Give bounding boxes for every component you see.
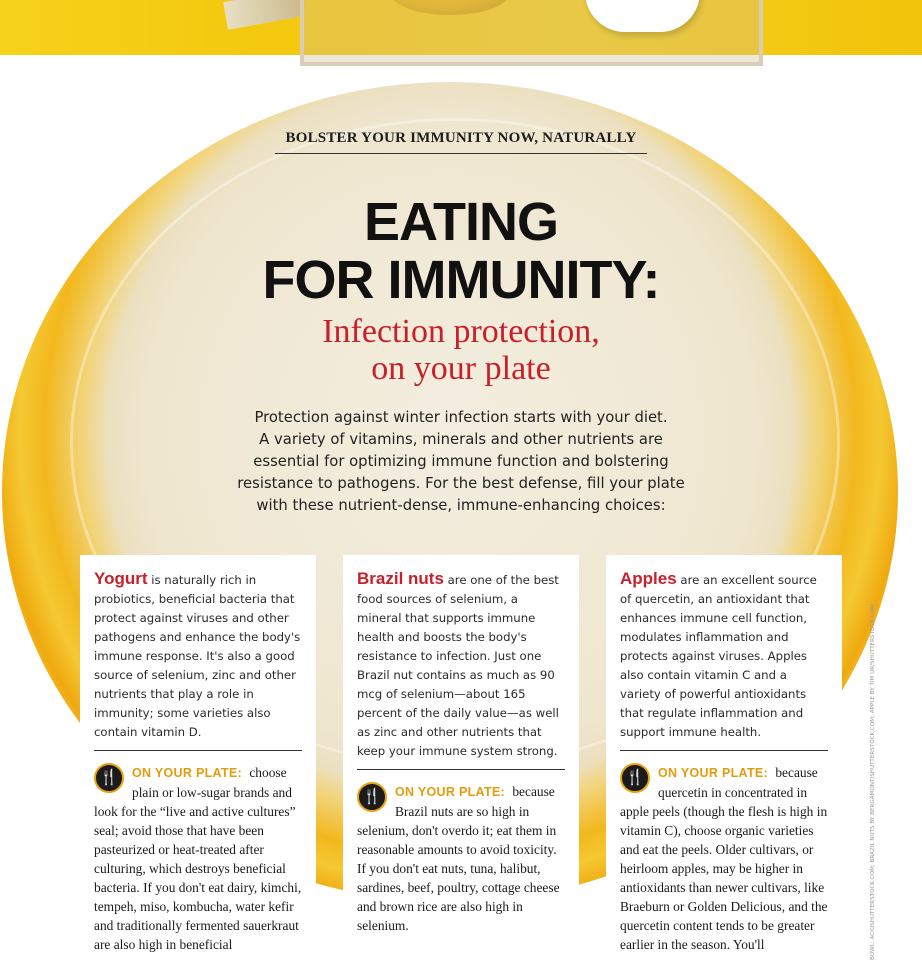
intro-line: resistance to pathogens. For the best defense, fill your plate: [237, 475, 685, 492]
top-photo-band: [0, 0, 922, 55]
fork-knife-plate-icon: 🍴: [94, 763, 124, 793]
intro-line: essential for optimizing immune function and bolstering: [253, 453, 669, 470]
plate-text: because quercetin in concentrated in apple peels (though the flesh is high in vitamin C), choose organic varieties and eat the peels. Older cultivars, or heirloom apples, may be higher in antioxidants than newer cultivars, like Braeburn or Golden Delicious, and the quercetin content tends to be greater earlier in the season. You'll: [620, 765, 828, 952]
subtitle-line-1: Infection protection,: [322, 313, 600, 350]
fork-knife-plate-icon: 🍴: [357, 782, 387, 812]
plate-label: ON YOUR PLATE:: [132, 766, 242, 780]
plate-text: because Brazil nuts are so high in selenium, don't overdo it; eat them in reasonable amounts to avoid toxicity. If you don't eat nuts, tuna, halibut, sardines, beef, poultry, cottage cheese and brown rice are also high in selenium.: [357, 784, 560, 933]
card-lead-text: is naturally rich in probiotics, beneficial bacteria that protect against viruses and other pathogens and enhance the body's immune response. It's also a good source of selenium, zinc and other nutrients that play a role in immunity; some varieties also contain vitamin D.: [94, 573, 301, 739]
on-your-plate: [357, 782, 565, 935]
title-line-1: EATING: [364, 192, 558, 252]
title-line-2: FOR IMMUNITY:: [262, 250, 660, 310]
intro-line: A variety of vitamins, minerals and other nutrients are: [259, 431, 663, 448]
subtitle: [200, 313, 722, 387]
kicker: BOLSTER YOUR IMMUNITY NOW, NATURALLY: [275, 130, 647, 154]
intro-line: with these nutrient-dense, immune-enhancing choices:: [256, 497, 666, 514]
photo-credit: BOWL: ACIOSHUTTERSTOCK.COM; BRAZIL NUTS BY BERGAMONT/SHUTTERSTOCK.COM; APPLE BY TIM UR/SHUTTERSTOCK.COM: [870, 604, 876, 960]
card-lead: [357, 569, 565, 770]
subtitle-line-2: on your plate: [371, 350, 551, 387]
card-lead-text: are an excellent source of quercetin, an antioxidant that enhances immune cell function, modulates inflammation and protects against viruses. Apples also contain vitamin C and a variety of powerful antioxidants that regulate inflammation and support immune health.: [620, 573, 817, 739]
on-your-plate: [620, 763, 828, 954]
food-name: Brazil nuts: [357, 569, 444, 588]
plate-label: ON YOUR PLATE:: [395, 785, 505, 799]
food-name: Apples: [620, 569, 677, 588]
bottle-photo: [223, 0, 307, 30]
food-card-brazil-nuts: [343, 555, 579, 960]
food-card-apples: [606, 555, 842, 960]
card-lead: [620, 569, 828, 751]
food-name: Yogurt: [94, 569, 148, 588]
on-your-plate: [94, 763, 302, 954]
card-lead: [94, 569, 302, 751]
food-card-yogurt: [80, 555, 316, 960]
card-lead-text: are one of the best food sources of selenium, a mineral that supports immune health and boosts the body's resistance to infection. Just one Brazil nut contains as much as 90 mcg of selenium—about 165 percent of the daily value—as well as zinc and other nutrients that keep your immune system strong.: [357, 573, 559, 758]
intro-line: Protection against winter infection starts with your diet.: [254, 409, 668, 426]
intro-paragraph: [212, 407, 710, 517]
fork-knife-plate-icon: 🍴: [620, 763, 650, 793]
plate-text: choose plain or low-sugar brands and look for the “live and active cultures” seal; avoid those that have been pasteurized or heat-treated after culturing, which destroys beneficial bacteria. If you don't eat dairy, kimchi, tempeh, miso, kombucha, water kefir and traditionally fermented sauerkraut are also high in beneficial: [94, 765, 302, 952]
plate-label: ON YOUR PLATE:: [658, 766, 768, 780]
page-title: [130, 193, 792, 309]
